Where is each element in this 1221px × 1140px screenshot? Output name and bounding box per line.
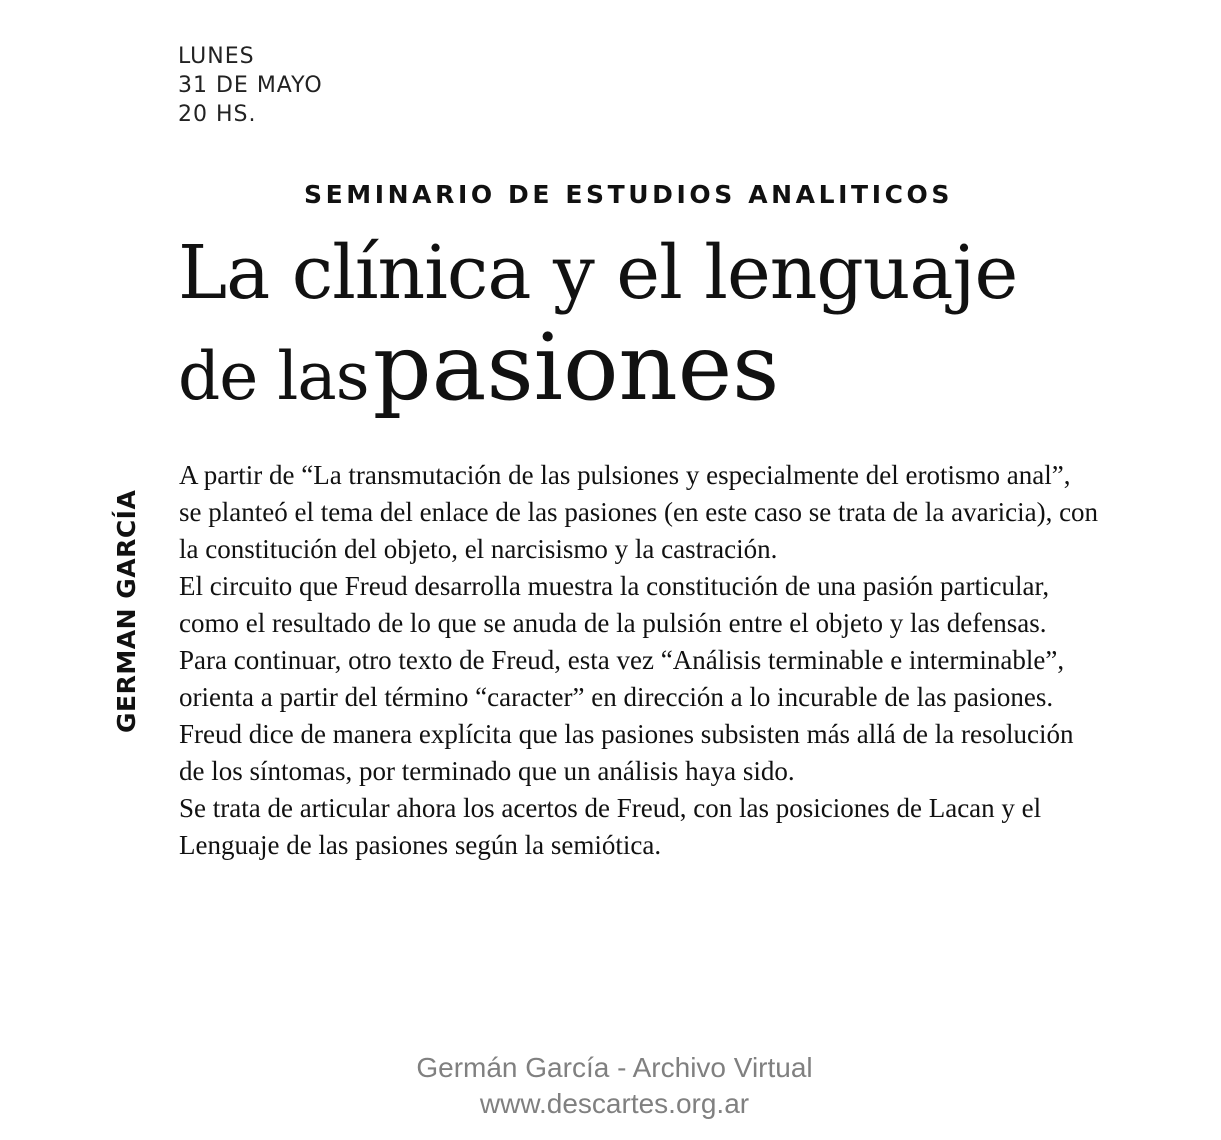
paragraph: Para continuar, otro texto de Freud, esta vez “Análisis terminable e interminable”, orienta a partir del término “caracter” en dirección a lo incurable de las pasiones.	[179, 645, 1065, 712]
title-line-1: La clínica y el lenguaje	[178, 230, 1018, 316]
paragraph: Se trata de articular ahora los acertos de Freud, con las posiciones de Lacan y el Lenguaje de las pasiones según la semiótica.	[179, 793, 1042, 860]
title-line-2-prefix: de las	[178, 338, 369, 415]
series-title: SEMINARIO DE ESTUDIOS ANALITICOS	[303, 180, 954, 209]
event-time: 20 HS.	[178, 102, 257, 127]
footer-archive-name: Germán García - Archivo Virtual	[416, 1052, 813, 1083]
title-line-2	[178, 314, 1017, 442]
footer-credit	[0, 1050, 1221, 1122]
event-date: 31 DE MAYO	[178, 73, 323, 98]
event-day: LUNES	[178, 44, 255, 69]
footer-website: www.descartes.org.ar	[479, 1088, 750, 1119]
event-date-block	[178, 42, 323, 129]
page-title	[178, 226, 1017, 442]
paragraph: A partir de “La transmutación de las pulsiones y especialmente del erotismo anal”, se planteó el tema del enlace de las pasiones (en este caso se trata de la avaricia), con la constitución del objeto, el narcisismo y la castración.	[179, 460, 1099, 564]
body-text	[179, 457, 1099, 864]
paragraph: El circuito que Freud desarrolla muestra la constitución de una pasión particular, como el resultado de lo que se anuda de la pulsión entre el objeto y las defensas.	[179, 571, 1050, 638]
author-name: GERMAN GARCÍA	[112, 489, 141, 733]
paragraph: Freud dice de manera explícita que las pasiones subsisten más allá de la resolución de los síntomas, por terminado que un análisis haya sido.	[179, 719, 1074, 786]
title-line-2-emphasis: pasiones	[372, 314, 780, 421]
